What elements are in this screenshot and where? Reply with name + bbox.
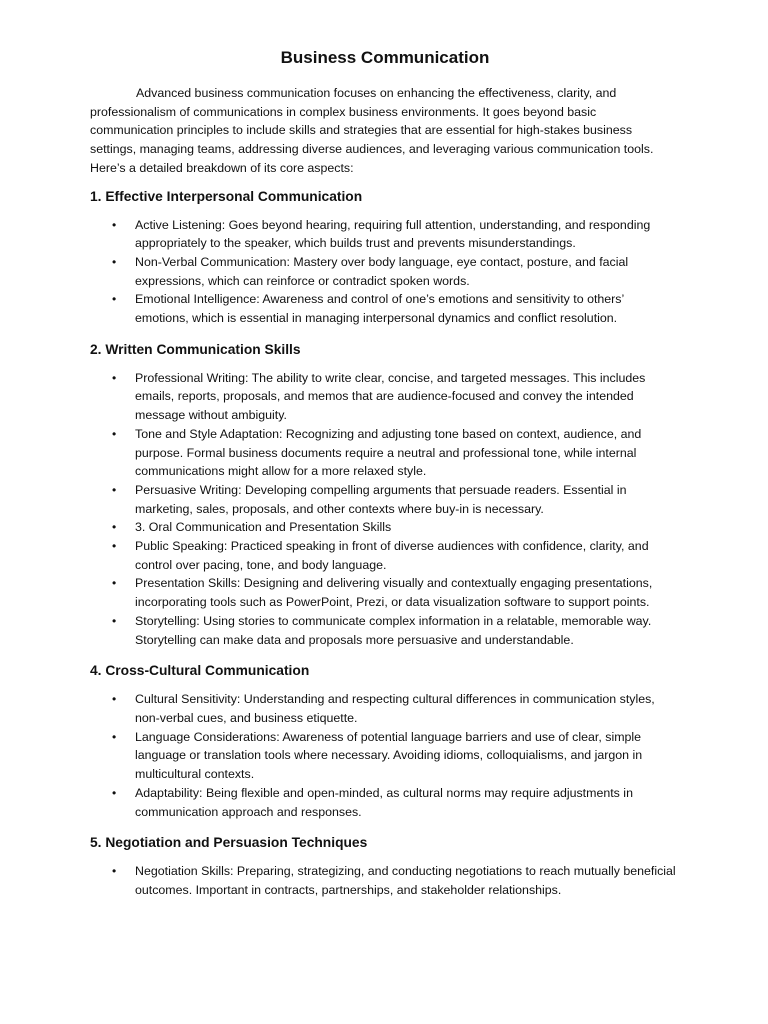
bullet-icon: • — [112, 613, 117, 628]
bullet-list — [90, 369, 680, 650]
list-item-text: Presentation Skills: Designing and delivering visually and contextually engaging presentations, incorporating tools such as PowerPoint, Prezi, or data visualization software to support points. — [135, 576, 653, 610]
list-item-text: Public Speaking: Practiced speaking in front of diverse audiences with confidence, clarity, and control over pacing, tone, and body language. — [135, 539, 649, 572]
document-page — [90, 46, 680, 911]
document-title: Business Communication — [280, 48, 490, 67]
bullet-icon: • — [112, 539, 117, 554]
bullet-icon: • — [112, 254, 117, 269]
list-item-text: Non-Verbal Communication: Mastery over body language, eye contact, posture, and facial expressions, which can reinforce or contradict spoken words. — [135, 254, 629, 288]
list-item — [90, 574, 680, 611]
list-item — [90, 253, 680, 290]
intro-paragraph: Advanced business communication focuses on enhancing the effectiveness, clarity, and professionalism of communications in complex business environments. It goes beyond basic communication principles to include skills and strategies that are essential for high-stakes business settings, managing teams, addressing diverse audiences, and leveraging various communication tools. Here’s a detailed breakdown of its core aspects: — [90, 86, 654, 175]
list-item — [90, 425, 680, 481]
bullet-icon: • — [112, 520, 117, 535]
bullet-icon: • — [112, 692, 117, 707]
list-item — [90, 290, 680, 327]
bullet-list — [90, 862, 680, 899]
list-item-text: Tone and Style Adaptation: Recognizing and adjusting tone based on context, audience, and purpose. Formal business documents require a neutral and professional tone, while internal communications might allow for a more relaxed style. — [135, 426, 642, 479]
bullet-icon: • — [112, 292, 117, 307]
list-item — [90, 784, 680, 821]
bullet-icon: • — [112, 482, 117, 497]
section-heading: 4. Cross-Cultural Communication — [90, 663, 310, 679]
section-5 — [90, 832, 680, 899]
bullet-list — [90, 690, 680, 821]
list-item — [90, 690, 680, 727]
list-item-text: Emotional Intelligence: Awareness and control of one’s emotions and sensitivity to others’ emotions, which is essential in managing interpersonal dynamics and conflict resolution. — [135, 292, 624, 326]
bullet-icon: • — [112, 426, 117, 441]
list-item-text: Negotiation Skills: Preparing, strategizing, and conducting negotiations to reach mutually beneficial outcomes. Important in contracts, partnerships, and stakeholder relationships. — [135, 864, 676, 897]
list-item — [90, 369, 680, 425]
section-heading: 2. Written Communication Skills — [90, 341, 301, 357]
section-heading: 1. Effective Interpersonal Communication — [90, 188, 363, 204]
bullet-icon: • — [112, 576, 117, 591]
section-heading: 5. Negotiation and Persuasion Techniques — [90, 835, 368, 851]
list-item — [90, 612, 680, 649]
bullet-icon: • — [112, 785, 117, 800]
list-item-text: Storytelling: Using stories to communicate complex information in a relatable, memorable way. Storytelling can make data and proposals more persuasive and understandable. — [135, 613, 652, 647]
list-item-text: Professional Writing: The ability to write clear, concise, and targeted messages. This includes emails, reports, proposals, and memos that are audience-focused and convey the intended message without ambiguity. — [135, 370, 646, 423]
section-4 — [90, 660, 680, 821]
list-item — [90, 216, 680, 253]
bullet-icon: • — [112, 864, 117, 879]
list-item — [90, 537, 680, 574]
bullet-icon: • — [112, 729, 117, 744]
list-item-text: Language Considerations: Awareness of potential language barriers and use of clear, simple language or translation tools where necessary. Avoiding idioms, colloquialisms, and jargon in multicultural contexts. — [135, 729, 643, 782]
list-item — [90, 728, 680, 784]
bullet-list — [90, 216, 680, 328]
bullet-icon: • — [112, 370, 117, 385]
list-item-text: Adaptability: Being flexible and open-minded, as cultural norms may require adjustments in communication approach and responses. — [135, 785, 633, 819]
list-item-text: 3. Oral Communication and Presentation Skills — [135, 520, 392, 535]
section-1 — [90, 186, 680, 328]
list-item-text: Cultural Sensitivity: Understanding and respecting cultural differences in communication styles, non-verbal cues, and business etiquette. — [135, 692, 655, 725]
list-item — [90, 518, 680, 537]
bullet-icon: • — [112, 217, 117, 232]
section-2 — [90, 339, 680, 650]
list-item — [90, 481, 680, 518]
list-item — [90, 862, 680, 899]
list-item-text: Active Listening: Goes beyond hearing, requiring full attention, understanding, and responding appropriately to the speaker, which builds trust and prevents misunderstandings. — [135, 217, 651, 251]
list-item-text: Persuasive Writing: Developing compelling arguments that persuade readers. Essential in marketing, sales, proposals, and other contexts where buy-in is necessary. — [135, 482, 627, 516]
